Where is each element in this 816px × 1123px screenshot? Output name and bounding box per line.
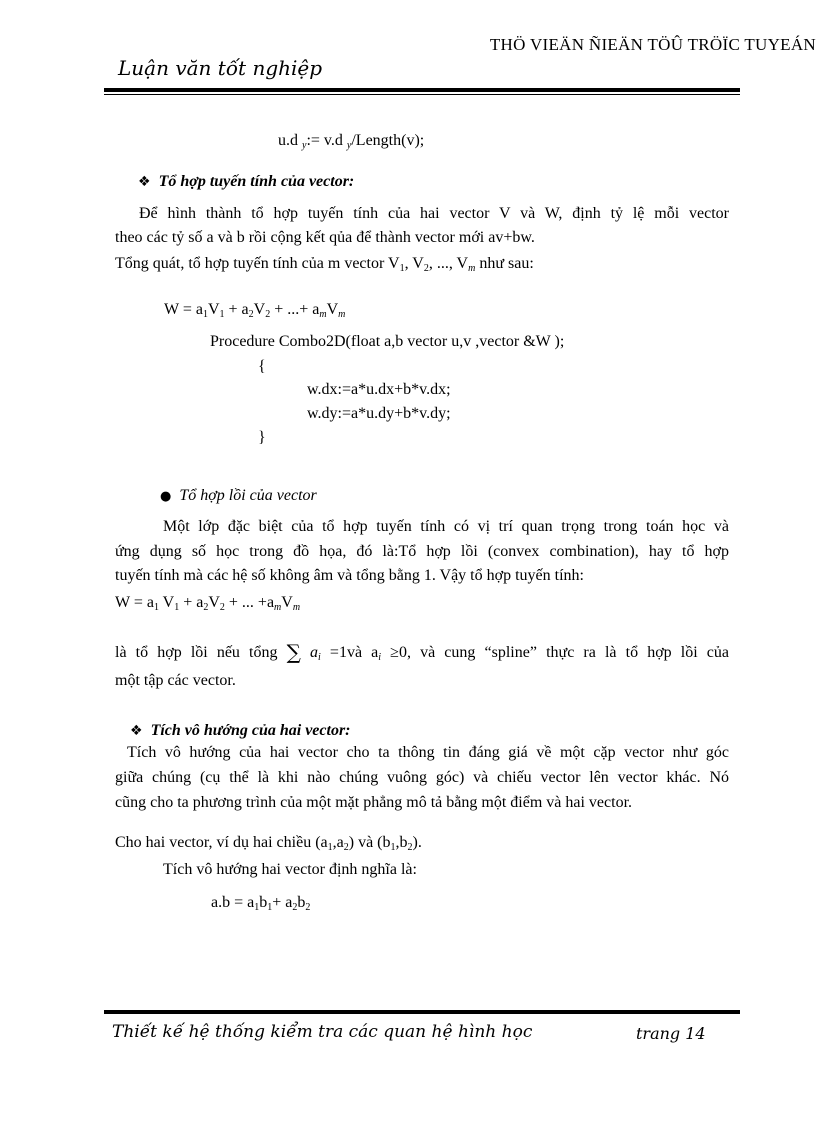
paragraph-line: Để hình thành tổ hợp tuyến tính của hai vector V và W, định tỷ lệ mỗi vector [139, 205, 729, 222]
formula-linear: $W = a_1V_1 + a_2V_2$ + ...+ $a_mV_m$ [164, 301, 346, 320]
footer-rule [104, 1010, 740, 1014]
paragraph-line: Một lớp đặc biệt của tổ hợp tuyến tính có vị trí quan trọng trong toán học và [163, 518, 729, 535]
header-thesis-label: Luận văn tốt nghiệp [118, 56, 323, 80]
heading-dot-product: ❖ Tích vô hướng của hai vector: [130, 722, 351, 739]
paragraph-line: Tổng quát, tổ hợp tuyến tính của m vector $V_1$, $V_2$, ..., $V_m$ như sau: [115, 255, 534, 274]
code-brace-open: { [258, 358, 266, 375]
diamond-bullet-icon: ❖ [138, 174, 151, 190]
paragraph-line: là tổ hợp lồi nếu tổng ∑ $a_i$ =1và $a_i \ge 0$, và cung “spline” thực ra là tổ hợp lồi của [115, 640, 729, 664]
header-rule-thick [104, 88, 740, 92]
header-site-title: THÖ VIEÄN ÑIEÄN TÖÛ TRÖÏC TUYEÁN [489, 35, 816, 54]
bullet-dot-icon: ● [160, 489, 172, 504]
paragraph-line: ứng dụng số học trong đồ họa, đó là:Tổ hợp lồi (convex combination), hay tổ hợp [115, 543, 729, 560]
code-statement: w.dy:=a*u.dy+b*v.dy; [307, 405, 451, 422]
code-statement: w.dx:=a*u.dx+b*v.dx; [307, 381, 451, 398]
code-brace-close: } [258, 429, 266, 446]
header-rule-thin [104, 94, 740, 95]
heading-linear-combination: ❖ Tổ hợp tuyến tính của vector: [138, 173, 355, 190]
formula-convex: $W = a_1$ $V_1 + a_2V_2$ + ... $+a_mV_m$ [115, 594, 301, 613]
paragraph-line: Tích vô hướng của hai vector cho ta thông tin đáng giá về một cặp vector như góc [127, 744, 729, 761]
formula-dot-product: $a.b = a_1b_1+ a_2b_2$ [211, 894, 311, 913]
paragraph-line: Cho hai vector, ví dụ hai chiều $(a_1,a_2)$ và $(b_1,b_2)$. [115, 834, 422, 853]
paragraph-line: một tập các vector. [115, 672, 236, 689]
diamond-bullet-icon: ❖ [130, 723, 143, 739]
heading-convex-combination: ● Tổ hợp lồi của vector [160, 487, 317, 504]
paragraph-line: theo các tỷ số a và b rồi cộng kết qủa để thành vector mới av+bw. [115, 229, 535, 246]
footer-page-number: trang 14 [636, 1024, 706, 1043]
paragraph-line: giữa chúng (cụ thể là khi nào chúng vuông góc) và chiếu vector lên vector khác. Nó [115, 769, 729, 786]
paragraph-line: cũng cho ta phương trình của một mặt phẳng mô tả bằng một điểm và hai vector. [115, 794, 633, 811]
code-line: u.d $_y$:= v.d $_y$/Length(v); [278, 132, 425, 151]
footer-title: Thiết kế hệ thống kiểm tra các quan hệ hình học [112, 1022, 533, 1042]
code-procedure: Procedure Combo2D(float a,b vector u,v ,vector &W ); [210, 333, 565, 350]
paragraph-line: tuyến tính mà các hệ số không âm và tổng bằng 1. Vậy tổ hợp tuyến tính: [115, 567, 584, 584]
paragraph-line: Tích vô hướng hai vector định nghĩa là: [163, 861, 417, 878]
